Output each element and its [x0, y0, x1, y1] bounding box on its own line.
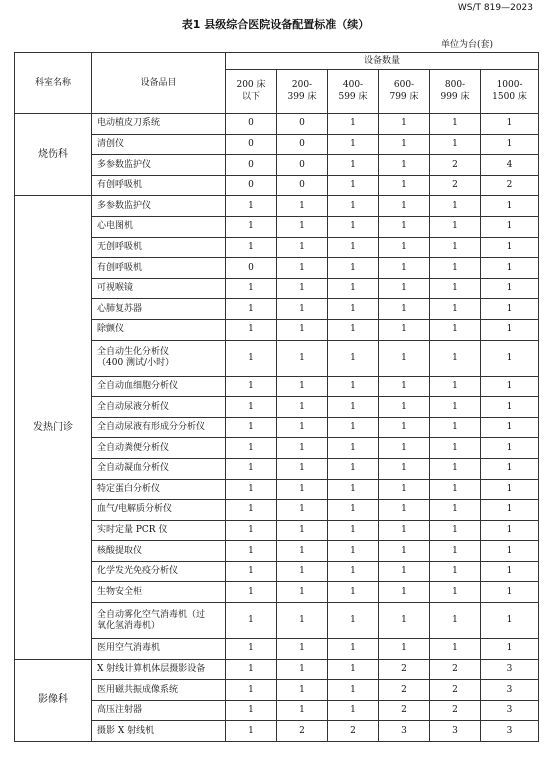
item-name: 有创呼吸机: [97, 180, 143, 191]
quantity-cell: 1: [328, 438, 379, 459]
quantity-cell: 1: [379, 603, 430, 639]
quantity-cell: 1: [379, 458, 430, 479]
item-name: 全自动凝血分析仪: [97, 463, 170, 474]
table-row: [15, 196, 539, 217]
item-name: 电动植皮刀系统: [97, 118, 161, 129]
quantity-cell: 3: [379, 721, 430, 742]
quantity-cell: 0: [277, 175, 328, 196]
quantity-cell: 0: [277, 155, 328, 176]
item-cell: [92, 479, 226, 500]
quantity-cell: 1: [328, 500, 379, 521]
quantity-cell: 1: [226, 278, 277, 299]
quantity-cell: 1: [379, 299, 430, 320]
quantity-cell: 1: [328, 299, 379, 320]
quantity-cell: 0: [226, 114, 277, 135]
quantity-cell: 1: [328, 340, 379, 376]
col-header-beds-line: 600-: [393, 80, 415, 91]
item-cell: [92, 278, 226, 299]
quantity-cell: 1: [277, 639, 328, 660]
quantity-cell: 1: [379, 175, 430, 196]
col-header-beds-line: 1500 床: [492, 91, 527, 102]
quantity-cell: 3: [430, 721, 481, 742]
quantity-cell: 1: [328, 561, 379, 582]
item-name: 实时定量 PCR 仪: [97, 525, 168, 536]
quantity-cell: 1: [328, 278, 379, 299]
table-row: [15, 603, 539, 639]
quantity-cell: 2: [430, 175, 481, 196]
quantity-cell: 1: [226, 216, 277, 237]
table-row: [15, 397, 539, 418]
table-row: [15, 479, 539, 500]
quantity-cell: 1: [481, 299, 539, 320]
item-name: 除颤仪: [97, 324, 125, 335]
quantity-cell: 2: [430, 680, 481, 701]
table-row: [15, 278, 539, 299]
item-cell: [92, 721, 226, 742]
quantity-cell: 1: [277, 603, 328, 639]
col-header-item: 设备品目: [92, 53, 226, 114]
quantity-cell: 1: [379, 417, 430, 438]
item-cell: [92, 500, 226, 521]
quantity-cell: 1: [430, 216, 481, 237]
col-header-beds-line: 999 床: [440, 91, 470, 102]
quantity-cell: 1: [277, 541, 328, 562]
item-name: 化学发光免疫分析仪: [97, 566, 179, 577]
item-cell: [92, 237, 226, 258]
quantity-cell: 1: [226, 561, 277, 582]
quantity-cell: 1: [277, 216, 328, 237]
quantity-cell: 2: [430, 155, 481, 176]
item-name: 高压注射器: [97, 705, 143, 716]
col-header-beds: [328, 70, 379, 114]
quantity-cell: 1: [328, 258, 379, 279]
quantity-cell: 1: [226, 196, 277, 217]
quantity-cell: 1: [481, 500, 539, 521]
quantity-cell: 0: [226, 175, 277, 196]
quantity-cell: 1: [226, 299, 277, 320]
quantity-cell: 1: [430, 134, 481, 155]
quantity-cell: 1: [328, 479, 379, 500]
quantity-cell: 1: [481, 520, 539, 541]
col-header-quantity: 设备数量: [226, 53, 539, 70]
quantity-cell: 1: [226, 659, 277, 680]
quantity-cell: 1: [430, 417, 481, 438]
quantity-cell: 1: [277, 700, 328, 721]
item-name: 清创仪: [97, 138, 125, 149]
quantity-cell: 1: [328, 216, 379, 237]
item-name: 无创呼吸机: [97, 241, 143, 252]
quantity-cell: 1: [481, 541, 539, 562]
quantity-cell: 1: [277, 680, 328, 701]
quantity-cell: 2: [481, 175, 539, 196]
quantity-cell: 3: [481, 680, 539, 701]
quantity-cell: 1: [430, 376, 481, 397]
quantity-cell: 1: [277, 582, 328, 603]
quantity-cell: 2: [328, 721, 379, 742]
quantity-cell: 1: [379, 479, 430, 500]
col-header-beds: [481, 70, 539, 114]
quantity-cell: 1: [481, 438, 539, 459]
quantity-cell: 1: [379, 196, 430, 217]
quantity-cell: 1: [226, 376, 277, 397]
quantity-cell: 0: [277, 134, 328, 155]
table-row: [15, 561, 539, 582]
table-row: [15, 376, 539, 397]
quantity-cell: 1: [481, 458, 539, 479]
item-name: 摄影 X 射线机: [97, 725, 155, 736]
item-name: X 射线计算机体层摄影设备: [97, 664, 206, 675]
col-header-beds: [226, 70, 277, 114]
quantity-cell: 1: [226, 417, 277, 438]
quantity-cell: 1: [481, 319, 539, 340]
quantity-cell: 0: [226, 134, 277, 155]
table-row: [15, 340, 539, 376]
quantity-cell: 1: [379, 319, 430, 340]
quantity-cell: 1: [328, 134, 379, 155]
quantity-cell: 2: [379, 680, 430, 701]
table-row: [15, 216, 539, 237]
quantity-cell: 1: [328, 397, 379, 418]
col-header-beds-line: 599 床: [338, 91, 368, 102]
quantity-cell: 1: [379, 237, 430, 258]
quantity-cell: 1: [481, 196, 539, 217]
quantity-cell: 1: [277, 397, 328, 418]
item-cell: [92, 458, 226, 479]
quantity-cell: 1: [379, 114, 430, 135]
table-row: [15, 500, 539, 521]
col-header-beds-line: 1000-: [496, 80, 523, 91]
quantity-cell: 1: [226, 700, 277, 721]
quantity-cell: 1: [430, 639, 481, 660]
table-row: [15, 721, 539, 742]
item-cell: [92, 520, 226, 541]
table-row: [15, 319, 539, 340]
quantity-cell: 1: [277, 376, 328, 397]
quantity-cell: 1: [379, 155, 430, 176]
item-cell: [92, 319, 226, 340]
quantity-cell: 1: [277, 561, 328, 582]
quantity-cell: 1: [430, 438, 481, 459]
quantity-cell: 1: [277, 479, 328, 500]
quantity-cell: 4: [481, 155, 539, 176]
quantity-cell: 1: [430, 319, 481, 340]
item-name: 特定蛋白分析仪: [97, 483, 161, 494]
col-header-beds-line: 以下: [241, 91, 260, 102]
quantity-cell: 1: [277, 196, 328, 217]
item-cell: [92, 659, 226, 680]
quantity-cell: 1: [481, 603, 539, 639]
quantity-cell: 1: [328, 319, 379, 340]
quantity-cell: 1: [226, 397, 277, 418]
quantity-cell: 1: [277, 319, 328, 340]
item-cell: [92, 175, 226, 196]
quantity-cell: 1: [277, 438, 328, 459]
quantity-cell: 1: [277, 520, 328, 541]
quantity-cell: 1: [481, 237, 539, 258]
quantity-cell: 1: [430, 603, 481, 639]
table-row: [15, 639, 539, 660]
quantity-cell: 1: [226, 639, 277, 660]
quantity-cell: 1: [277, 500, 328, 521]
quantity-cell: 1: [430, 520, 481, 541]
table-row: [15, 541, 539, 562]
quantity-cell: 1: [226, 479, 277, 500]
quantity-cell: 1: [481, 216, 539, 237]
col-header-beds-line: 800-: [444, 80, 466, 91]
quantity-cell: 1: [430, 196, 481, 217]
table-row: [15, 438, 539, 459]
table-row: [15, 237, 539, 258]
quantity-cell: 0: [226, 155, 277, 176]
item-cell: [92, 340, 226, 376]
item-name: 生物安全柜: [97, 586, 143, 597]
quantity-cell: 1: [277, 278, 328, 299]
quantity-cell: 1: [379, 216, 430, 237]
standard-code: WS/T 819—2023: [457, 3, 533, 13]
quantity-cell: 1: [226, 458, 277, 479]
item-name: 可视喉镜: [97, 283, 134, 294]
quantity-cell: 1: [226, 680, 277, 701]
quantity-cell: 1: [328, 700, 379, 721]
item-name: 医用磁共振成像系统: [97, 684, 179, 695]
item-name: 医用空气消毒机: [97, 643, 161, 654]
col-header-beds-line: 200-: [291, 80, 313, 91]
quantity-cell: 1: [430, 397, 481, 418]
quantity-cell: 1: [328, 639, 379, 660]
quantity-cell: 1: [328, 659, 379, 680]
dept-cell: 影像科: [15, 659, 92, 741]
quantity-cell: 1: [481, 340, 539, 376]
quantity-cell: 1: [481, 417, 539, 438]
quantity-cell: 1: [379, 582, 430, 603]
quantity-cell: 1: [226, 340, 277, 376]
quantity-cell: 1: [226, 438, 277, 459]
table-row: [15, 155, 539, 176]
quantity-cell: 1: [277, 458, 328, 479]
item-cell: [92, 582, 226, 603]
item-cell: [92, 417, 226, 438]
item-cell: [92, 114, 226, 135]
col-header-beds: [430, 70, 481, 114]
item-cell: [92, 680, 226, 701]
quantity-cell: 1: [481, 561, 539, 582]
item-cell: [92, 299, 226, 320]
quantity-cell: 1: [328, 155, 379, 176]
table-row: [15, 417, 539, 438]
item-name: 全自动雾化空气消毒机（过: [97, 609, 206, 620]
quantity-cell: 1: [379, 639, 430, 660]
quantity-cell: 1: [481, 639, 539, 660]
quantity-cell: 3: [481, 659, 539, 680]
quantity-cell: 3: [481, 700, 539, 721]
quantity-cell: 1: [481, 134, 539, 155]
quantity-cell: 1: [379, 376, 430, 397]
quantity-cell: 1: [379, 520, 430, 541]
table-row: [15, 114, 539, 135]
quantity-cell: 1: [277, 237, 328, 258]
quantity-cell: 1: [379, 340, 430, 376]
item-cell: [92, 258, 226, 279]
item-cell: [92, 376, 226, 397]
col-header-beds-line: 400-: [342, 80, 364, 91]
unit-note: 单位为台(套): [440, 40, 493, 50]
table-row: [15, 458, 539, 479]
item-name: 全自动血细胞分析仪: [97, 380, 179, 391]
quantity-cell: 1: [277, 340, 328, 376]
quantity-cell: 1: [430, 237, 481, 258]
item-cell: [92, 196, 226, 217]
quantity-cell: 1: [328, 603, 379, 639]
quantity-cell: 1: [277, 417, 328, 438]
quantity-cell: 1: [328, 520, 379, 541]
item-cell: [92, 134, 226, 155]
col-header-beds-line: 399 床: [287, 91, 317, 102]
item-name: 核酸提取仪: [97, 545, 143, 556]
item-cell: [92, 700, 226, 721]
item-cell: [92, 216, 226, 237]
table-row: [15, 175, 539, 196]
quantity-cell: 1: [481, 278, 539, 299]
quantity-cell: 3: [481, 721, 539, 742]
quantity-cell: 1: [277, 299, 328, 320]
quantity-cell: 1: [481, 114, 539, 135]
table-row: [15, 659, 539, 680]
item-name: 心电图机: [97, 221, 134, 232]
item-cell: [92, 397, 226, 418]
quantity-cell: 1: [328, 237, 379, 258]
item-name-cont: 氧化氢消毒机）: [97, 620, 161, 631]
quantity-cell: 1: [379, 500, 430, 521]
item-cell: [92, 639, 226, 660]
quantity-cell: 2: [379, 700, 430, 721]
quantity-cell: 1: [379, 258, 430, 279]
quantity-cell: 1: [481, 479, 539, 500]
quantity-cell: 1: [430, 582, 481, 603]
quantity-cell: 0: [226, 258, 277, 279]
table-row: [15, 520, 539, 541]
col-header-beds: [277, 70, 328, 114]
quantity-cell: 1: [430, 458, 481, 479]
dept-cell: 发热门诊: [15, 196, 92, 659]
quantity-cell: 1: [226, 721, 277, 742]
item-name: 全自动粪便分析仪: [97, 442, 170, 453]
table-title: 表1 县级综合医院设备配置标准（续）: [181, 18, 370, 31]
quantity-cell: 1: [379, 541, 430, 562]
item-cell: [92, 541, 226, 562]
table-row: [15, 582, 539, 603]
item-name: 有创呼吸机: [97, 262, 143, 273]
quantity-cell: 2: [277, 721, 328, 742]
quantity-cell: 1: [379, 561, 430, 582]
quantity-cell: 1: [379, 134, 430, 155]
item-cell: [92, 603, 226, 639]
col-header-beds-line: 200 床: [236, 80, 266, 91]
quantity-cell: 1: [481, 376, 539, 397]
table-row: [15, 258, 539, 279]
item-name-cont: （400 测试/小时）: [97, 358, 175, 369]
item-cell: [92, 438, 226, 459]
quantity-cell: 1: [328, 114, 379, 135]
quantity-cell: 1: [328, 582, 379, 603]
quantity-cell: 1: [430, 299, 481, 320]
quantity-cell: 1: [430, 561, 481, 582]
quantity-cell: 0: [277, 114, 328, 135]
table-row: [15, 700, 539, 721]
item-name: 心肺复苏器: [97, 303, 143, 314]
quantity-cell: 1: [328, 175, 379, 196]
item-name: 全自动尿液有形成分分析仪: [97, 422, 206, 433]
quantity-cell: 2: [430, 659, 481, 680]
quantity-cell: 1: [430, 114, 481, 135]
quantity-cell: 1: [430, 278, 481, 299]
item-cell: [92, 561, 226, 582]
quantity-cell: 1: [481, 582, 539, 603]
quantity-cell: 1: [226, 603, 277, 639]
quantity-cell: 1: [226, 541, 277, 562]
quantity-cell: 1: [379, 438, 430, 459]
item-name: 血气/电解质分析仪: [97, 504, 173, 515]
quantity-cell: 1: [430, 541, 481, 562]
item-cell: [92, 155, 226, 176]
dept-cell: 烧伤科: [15, 114, 92, 196]
col-header-dept: 科室名称: [15, 53, 92, 114]
col-header-beds: [379, 70, 430, 114]
quantity-cell: 2: [430, 700, 481, 721]
item-name: 全自动尿液分析仪: [97, 401, 170, 412]
quantity-cell: 1: [226, 319, 277, 340]
quantity-cell: 1: [277, 258, 328, 279]
col-header-beds-line: 799 床: [389, 91, 419, 102]
quantity-cell: 1: [481, 258, 539, 279]
quantity-cell: 1: [430, 500, 481, 521]
quantity-cell: 1: [277, 659, 328, 680]
quantity-cell: 1: [430, 258, 481, 279]
quantity-cell: 1: [430, 479, 481, 500]
equipment-table: [14, 52, 539, 742]
quantity-cell: 1: [481, 397, 539, 418]
quantity-cell: 1: [328, 680, 379, 701]
quantity-cell: 1: [379, 278, 430, 299]
quantity-cell: 1: [226, 520, 277, 541]
quantity-cell: 2: [379, 659, 430, 680]
quantity-cell: 1: [328, 196, 379, 217]
quantity-cell: 1: [430, 340, 481, 376]
quantity-cell: 1: [328, 376, 379, 397]
quantity-cell: 1: [328, 458, 379, 479]
quantity-cell: 1: [379, 397, 430, 418]
quantity-cell: 1: [226, 582, 277, 603]
item-name: 多参数监护仪: [97, 200, 152, 211]
item-name: 多参数监护仪: [97, 159, 152, 170]
quantity-cell: 1: [328, 417, 379, 438]
table-row: [15, 299, 539, 320]
quantity-cell: 1: [226, 237, 277, 258]
quantity-cell: 1: [226, 500, 277, 521]
item-name: 全自动生化分析仪: [97, 347, 170, 358]
quantity-cell: 1: [328, 541, 379, 562]
table-row: [15, 680, 539, 701]
table-row: [15, 134, 539, 155]
